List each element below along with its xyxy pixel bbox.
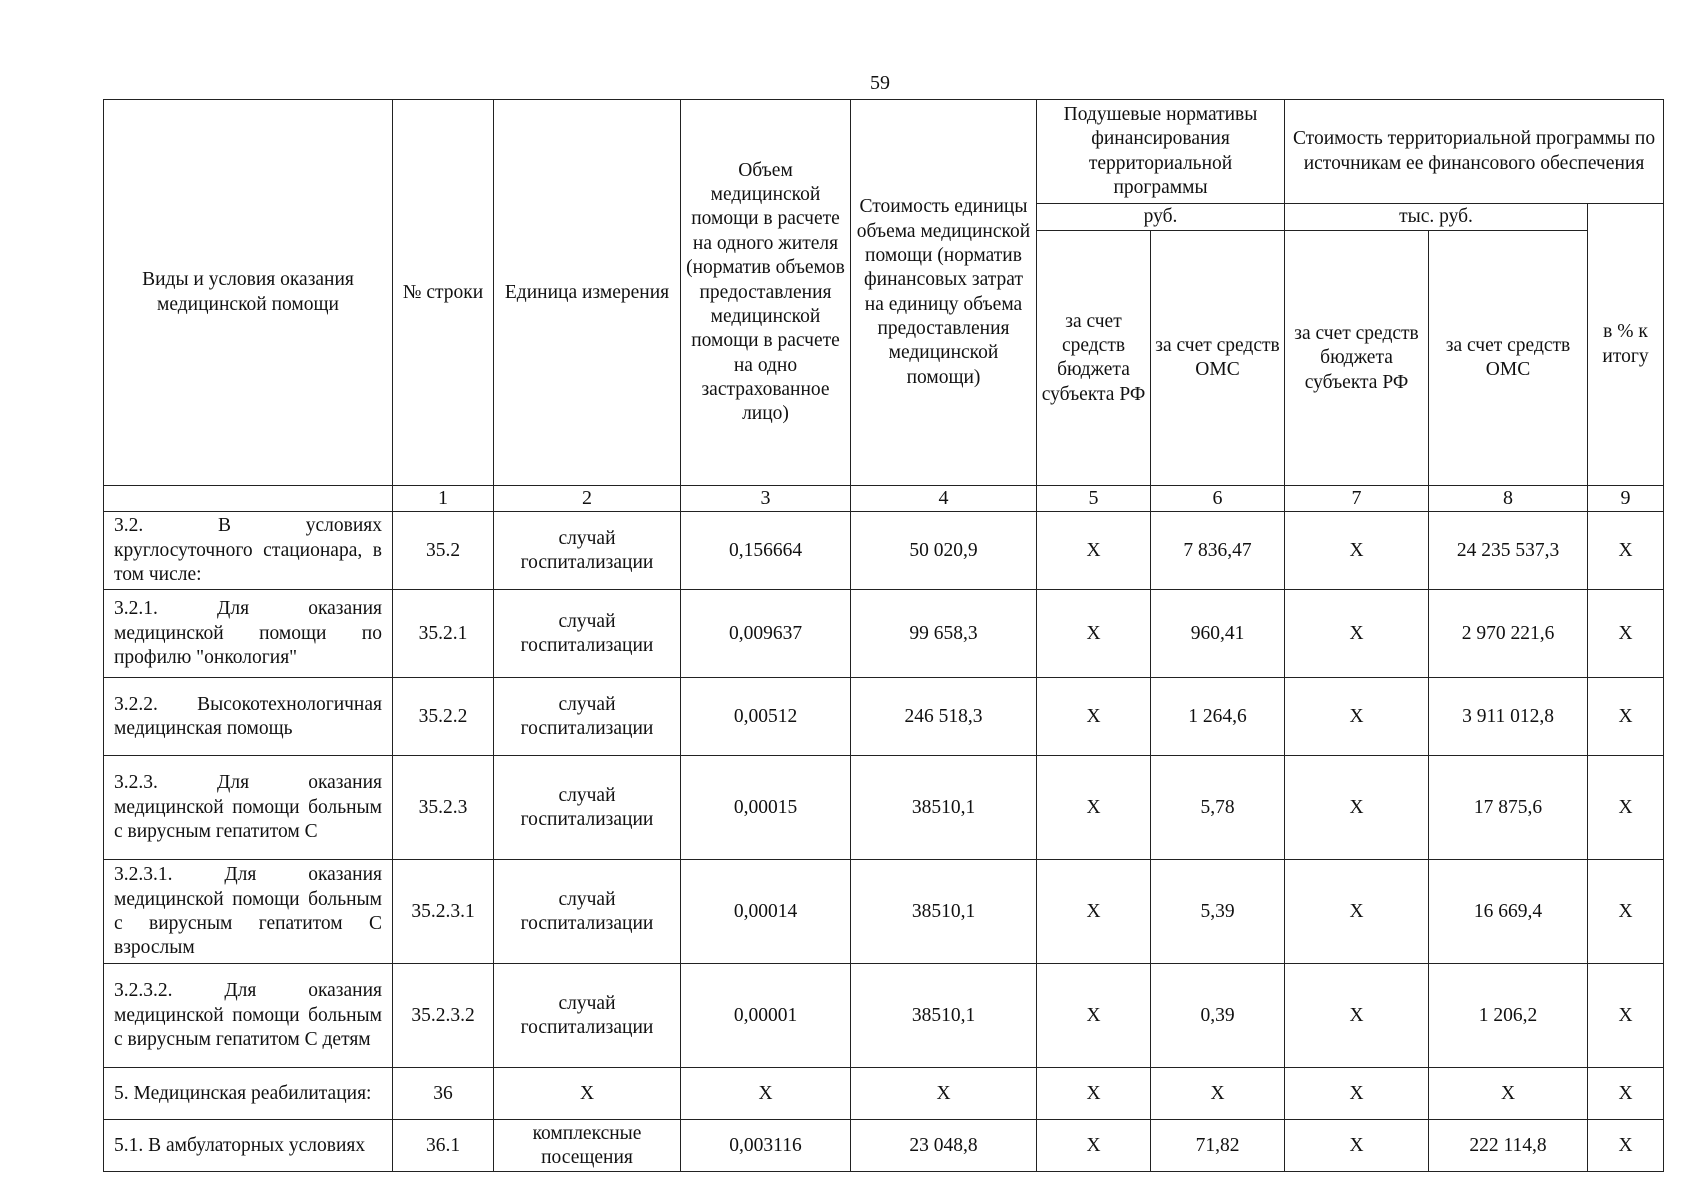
row-budget-thousand: Х [1285,1068,1429,1120]
table-row [104,756,1664,860]
column-number: 7 [1285,486,1429,512]
row-oms-rub: Х [1151,1068,1285,1120]
row-oms-rub: 7 836,47 [1151,512,1285,590]
page-number: 59 [870,72,890,94]
row-oms-rub: 5,78 [1151,756,1285,860]
row-volume: 0,00014 [681,860,851,964]
row-budget-rub: Х [1037,678,1151,756]
row-oms-rub: 0,39 [1151,964,1285,1068]
row-oms-rub: 5,39 [1151,860,1285,964]
row-number: 36 [393,1068,494,1120]
row-percent: Х [1588,756,1664,860]
row-volume: 0,003116 [681,1120,851,1172]
column-number: 6 [1151,486,1285,512]
row-oms-thousand: 222 114,8 [1429,1120,1588,1172]
column-number-blank [104,486,393,512]
row-unit-cost: 246 518,3 [851,678,1037,756]
row-budget-rub: Х [1037,1120,1151,1172]
row-percent: Х [1588,590,1664,678]
row-number: 35.2.3 [393,756,494,860]
row-budget-thousand: Х [1285,1120,1429,1172]
row-label: 3.2.2. Высокотехнологичная медицинская помощь [104,678,393,756]
row-budget-rub: Х [1037,964,1151,1068]
row-unit: случай госпитализации [494,860,681,964]
header-unit-thousand-rub: тыс. руб. [1285,204,1588,231]
header-volume: Объем медицинской помощи в расчете на одного жителя (норматив объемов предоставления медицинской помощи в расчете на одно застрахованное лицо) [681,100,851,486]
row-unit: Х [494,1068,681,1120]
column-number: 1 [393,486,494,512]
table-row [104,678,1664,756]
table-row [104,1068,1664,1120]
row-volume: 0,009637 [681,590,851,678]
row-budget-rub: Х [1037,756,1151,860]
row-oms-rub: 1 264,6 [1151,678,1285,756]
row-budget-rub: Х [1037,1068,1151,1120]
header-unit-cost: Стоимость единицы объема медицинской помощи (норматив финансовых затрат на единицу объема предоставления медицинской помощи) [851,100,1037,486]
table-row [104,512,1664,590]
row-oms-rub: 960,41 [1151,590,1285,678]
table-row [104,860,1664,964]
row-oms-thousand: Х [1429,1068,1588,1120]
row-budget-thousand: Х [1285,512,1429,590]
row-number: 35.2.2 [393,678,494,756]
header-budget-thousand: за счет средств бюджета субъекта РФ [1285,231,1429,486]
row-unit: случай госпитализации [494,590,681,678]
row-budget-rub: Х [1037,590,1151,678]
header-unit-rub: руб. [1037,204,1285,231]
row-budget-thousand: Х [1285,860,1429,964]
header-oms-thousand: за счет средств ОМС [1429,231,1588,486]
header-percent: в % к итогу [1588,204,1664,486]
row-percent: Х [1588,678,1664,756]
column-number: 2 [494,486,681,512]
row-number: 35.2.3.1 [393,860,494,964]
row-label: 5. Медицинская реабилитация: [104,1068,393,1120]
row-budget-rub: Х [1037,860,1151,964]
row-number: 35.2.1 [393,590,494,678]
row-number: 36.1 [393,1120,494,1172]
row-volume: 0,156664 [681,512,851,590]
row-number: 35.2 [393,512,494,590]
row-label: 3.2. В условиях круглосуточного стационара, в том числе: [104,512,393,590]
row-unit: случай госпитализации [494,678,681,756]
row-budget-rub: Х [1037,512,1151,590]
financing-table [103,99,1664,1172]
row-percent: Х [1588,964,1664,1068]
row-budget-thousand: Х [1285,756,1429,860]
column-number: 9 [1588,486,1664,512]
row-unit: случай госпитализации [494,964,681,1068]
row-unit-cost: Х [851,1068,1037,1120]
row-unit-cost: 38510,1 [851,756,1037,860]
row-unit-cost: 99 658,3 [851,590,1037,678]
row-label: 3.2.3.2. Для оказания медицинской помощи больным с вирусным гепатитом С детям [104,964,393,1068]
row-number: 35.2.3.2 [393,964,494,1068]
table-row [104,590,1664,678]
row-oms-thousand: 3 911 012,8 [1429,678,1588,756]
column-number: 8 [1429,486,1588,512]
row-label: 5.1. В амбулаторных условиях [104,1120,393,1172]
row-unit: случай госпитализации [494,512,681,590]
column-number: 5 [1037,486,1151,512]
header-cost-total-group: Стоимость территориальной программы по источникам ее финансового обеспечения [1285,100,1664,204]
table-row [104,964,1664,1068]
column-number: 3 [681,486,851,512]
row-oms-thousand: 2 970 221,6 [1429,590,1588,678]
row-volume: Х [681,1068,851,1120]
row-unit-cost: 38510,1 [851,860,1037,964]
header-budget-rub: за счет средств бюджета субъекта РФ [1037,231,1151,486]
header-unit: Единица измерения [494,100,681,486]
row-unit-cost: 23 048,8 [851,1120,1037,1172]
row-unit-cost: 38510,1 [851,964,1037,1068]
row-budget-thousand: Х [1285,678,1429,756]
row-percent: Х [1588,860,1664,964]
row-budget-thousand: Х [1285,590,1429,678]
row-label: 3.2.3. Для оказания медицинской помощи больным с вирусным гепатитом С [104,756,393,860]
header-per-capita-group: Подушевые нормативы финансирования территориальной программы [1037,100,1285,204]
table-row [104,1120,1664,1172]
row-percent: Х [1588,1120,1664,1172]
row-budget-thousand: Х [1285,964,1429,1068]
row-oms-rub: 71,82 [1151,1120,1285,1172]
row-unit-cost: 50 020,9 [851,512,1037,590]
row-percent: Х [1588,1068,1664,1120]
row-oms-thousand: 16 669,4 [1429,860,1588,964]
row-label: 3.2.1. Для оказания медицинской помощи по профилю "онкология" [104,590,393,678]
row-oms-thousand: 1 206,2 [1429,964,1588,1068]
row-unit: случай госпитализации [494,756,681,860]
row-percent: Х [1588,512,1664,590]
header-type: Виды и условия оказания медицинской помощи [104,100,393,486]
row-label: 3.2.3.1. Для оказания медицинской помощи больным с вирусным гепатитом С взрослым [104,860,393,964]
row-volume: 0,00001 [681,964,851,1068]
row-volume: 0,00512 [681,678,851,756]
column-number: 4 [851,486,1037,512]
row-oms-thousand: 17 875,6 [1429,756,1588,860]
header-row-number: № строки [393,100,494,486]
row-oms-thousand: 24 235 537,3 [1429,512,1588,590]
row-unit: комплексные посещения [494,1120,681,1172]
row-volume: 0,00015 [681,756,851,860]
header-oms-rub: за счет средств ОМС [1151,231,1285,486]
